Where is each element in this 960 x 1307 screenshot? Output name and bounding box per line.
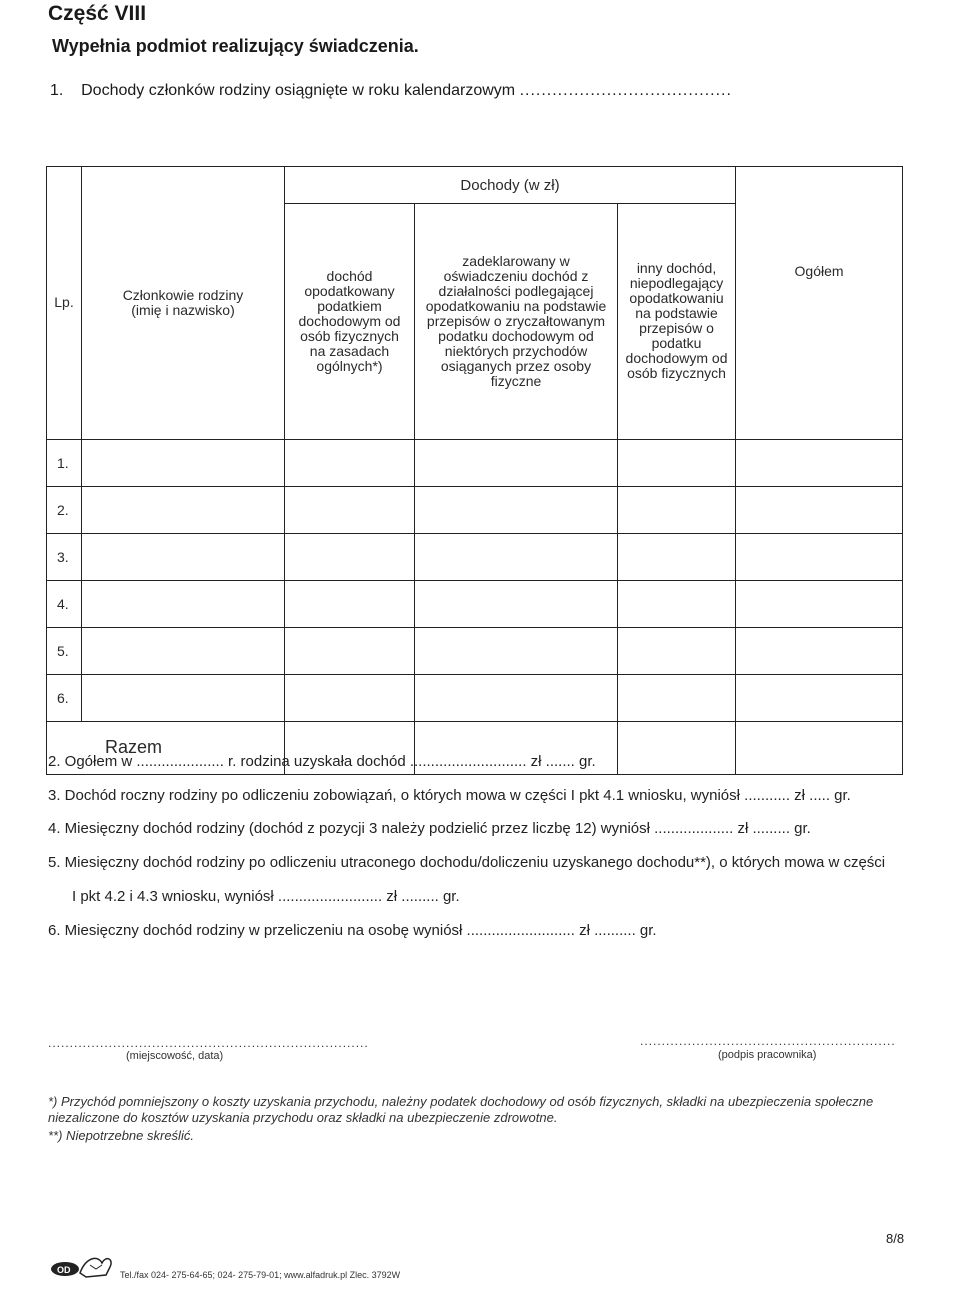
- footnote-1: *) Przychód pomniejszony o koszty uzyskania przychodu, należny podatek dochodowy od osób fizycznych, składki na ubezpieczenia społeczne niezaliczone do kosztów uzyskania przychodu oraz składki na ubezpieczenie zdrowotne.: [48, 1094, 874, 1125]
- table-row: [47, 627, 903, 674]
- sum-cell[interactable]: [736, 721, 903, 774]
- part-title: Część VIII: [48, 2, 147, 25]
- section-subtitle: Wypełnia podmiot realizujący świadczenia.: [52, 36, 419, 56]
- total-cell[interactable]: [736, 627, 903, 674]
- total-cell[interactable]: [736, 580, 903, 627]
- col-members-header: Członkowie rodziny (imię i nazwisko): [82, 167, 285, 440]
- row-number: 6.: [47, 674, 82, 721]
- table-row: [47, 439, 903, 486]
- signature-dots: ...........................................................: [640, 1034, 896, 1048]
- item-2-line: 2. Ogółem w ..................... r. rodzina uzyskała dochód ............................ zł ....... gr.: [48, 753, 596, 770]
- member-cell[interactable]: [82, 580, 285, 627]
- page-number: 8/8: [886, 1231, 905, 1246]
- item-1: [50, 82, 732, 100]
- sum-cell[interactable]: [618, 721, 736, 774]
- sum-label: Razem: [47, 721, 285, 774]
- row-number: 4.: [47, 580, 82, 627]
- item-6-line: 6. Miesięczny dochód rodziny w przeliczeniu na osobę wyniósł .......................... zł .......... gr.: [48, 922, 657, 939]
- col-income-other: inny dochód, niepodlegający opodatkowaniu na podstawie przepisów o podatku dochodowym od osób fizycznych: [618, 204, 736, 440]
- col-total-header: Ogółem: [736, 204, 903, 440]
- total-cell[interactable]: [736, 486, 903, 533]
- income-cell[interactable]: [618, 627, 736, 674]
- income-cell[interactable]: [618, 580, 736, 627]
- income-cell[interactable]: [285, 439, 415, 486]
- income-cell[interactable]: [285, 674, 415, 721]
- printer-logo: [50, 1251, 122, 1281]
- income-cell[interactable]: [285, 627, 415, 674]
- income-table: [46, 166, 903, 775]
- income-cell[interactable]: [618, 674, 736, 721]
- total-cell[interactable]: [736, 674, 903, 721]
- col-income-flat-tax: zadeklarowany w oświadczeniu dochód z działalności podlegającej opodatkowaniu na podstawie przepisów o zryczałtowanym podatku dochodowym od niektórych przychodów osiąganych przez osoby fizyczne: [415, 204, 618, 440]
- table-row: [47, 674, 903, 721]
- income-cell[interactable]: [415, 627, 618, 674]
- income-cell[interactable]: [618, 486, 736, 533]
- income-cell[interactable]: [285, 580, 415, 627]
- place-date-label: (miejscowość, data): [126, 1050, 224, 1062]
- total-header-spacer: [736, 167, 903, 204]
- income-cell[interactable]: [415, 486, 618, 533]
- item-1-dots: .......................................: [519, 82, 732, 99]
- printer-footer: Tel./fax 024- 275-64-65; 024- 275-79-01; www.alfadruk.pl Zlec. 3792W: [120, 1270, 401, 1280]
- row-number: 2.: [47, 486, 82, 533]
- income-cell[interactable]: [618, 439, 736, 486]
- table-row: [47, 486, 903, 533]
- item-1-number: 1.: [50, 82, 64, 99]
- row-number: 1.: [47, 439, 82, 486]
- income-cell[interactable]: [285, 486, 415, 533]
- svg-text:OD: OD: [57, 1265, 71, 1275]
- member-cell[interactable]: [82, 486, 285, 533]
- row-number: 5.: [47, 627, 82, 674]
- member-cell[interactable]: [82, 533, 285, 580]
- income-cell[interactable]: [415, 674, 618, 721]
- income-cell[interactable]: [618, 533, 736, 580]
- item-5-continuation: I pkt 4.2 i 4.3 wniosku, wyniósł ......................... zł ......... gr.: [72, 888, 460, 905]
- item-3-line: 3. Dochód roczny rodziny po odliczeniu zobowiązań, o których mowa w części I pkt 4.1 wniosku, wyniósł ........... zł ..... gr.: [48, 787, 851, 804]
- place-date-dots: ..........................................................................: [48, 1036, 369, 1050]
- item-4-line: 4. Miesięczny dochód rodziny (dochód z pozycji 3 należy podzielić przez liczbę 12) wyniósł ................... zł ......... gr.: [48, 820, 811, 837]
- item-1-text: Dochody członków rodziny osiągnięte w roku kalendarzowym: [81, 82, 516, 99]
- member-cell[interactable]: [82, 439, 285, 486]
- total-cell[interactable]: [736, 533, 903, 580]
- item-5-line: 5. Miesięczny dochód rodziny po odliczeniu utraconego dochodu/doliczeniu uzyskanego dochodu**), o których mowa w części: [48, 854, 886, 871]
- member-cell[interactable]: [82, 674, 285, 721]
- table-row: [47, 533, 903, 580]
- col-income-general: dochód opodatkowany podatkiem dochodowym od osób fizycznych na zasadach ogólnych*): [285, 204, 415, 440]
- total-cell[interactable]: [736, 439, 903, 486]
- table-row: [47, 580, 903, 627]
- income-group-header: Dochody (w zł): [285, 167, 736, 204]
- income-cell[interactable]: [415, 533, 618, 580]
- income-cell[interactable]: [285, 533, 415, 580]
- member-cell[interactable]: [82, 627, 285, 674]
- footnote-2: **) Niepotrzebne skreślić.: [48, 1128, 194, 1143]
- income-cell[interactable]: [415, 439, 618, 486]
- row-number: 3.: [47, 533, 82, 580]
- income-cell[interactable]: [415, 580, 618, 627]
- col-lp-header: Lp.: [47, 167, 82, 440]
- signature-label: (podpis pracownika): [718, 1049, 817, 1061]
